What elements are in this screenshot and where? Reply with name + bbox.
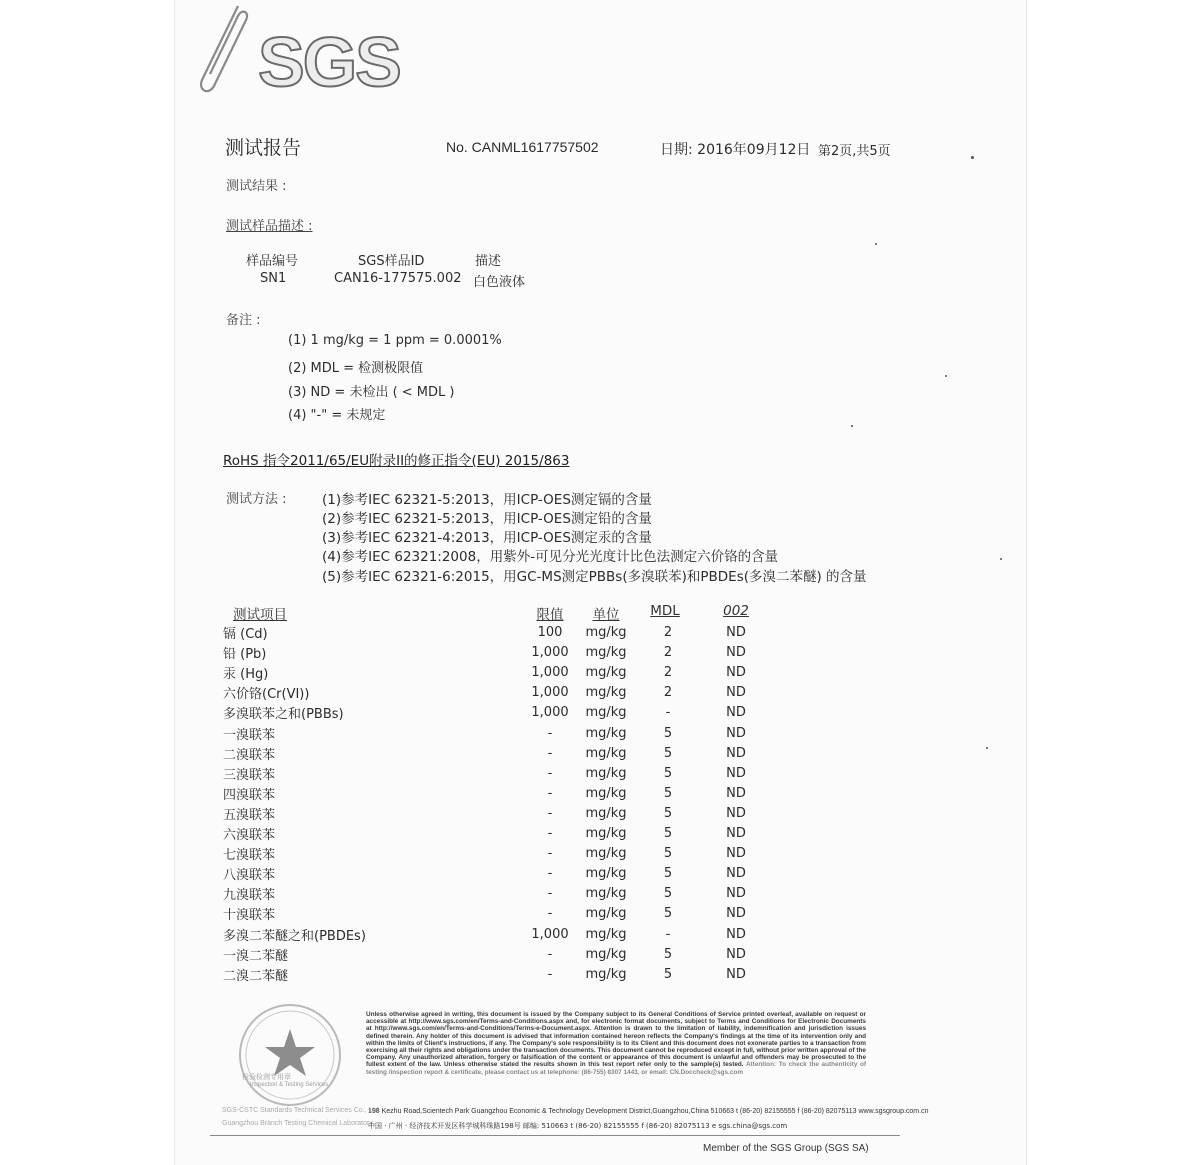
test-item: 六溴联苯 (223, 828, 276, 843)
result-value: ND (726, 625, 746, 640)
result-value: ND (726, 906, 746, 921)
test-method-label: 测试方法 : (226, 492, 287, 507)
result-value: ND (726, 886, 746, 901)
scan-speck (971, 156, 974, 159)
unit-value: mg/kg (585, 846, 627, 861)
seal-text-cn: 检验检测专用章 (242, 1073, 291, 1081)
address-en: 198 Kezhu Road,Scientech Park Guangzhou Economic & Technology Development District,Guangzhou,China 510663 t (86-20) 82155555 f (86-20) 82075113 www.sgsgroup.com.cn (368, 1108, 929, 1115)
test-item: 一溴二苯醚 (223, 949, 289, 964)
result-value: ND (726, 746, 746, 761)
note-item: (4) "-" = 未规定 (288, 408, 386, 423)
unit-header: 单位 (592, 607, 620, 623)
result-value: ND (726, 786, 746, 801)
description-header: 描述 (475, 254, 502, 269)
mdl-value: 5 (663, 806, 673, 821)
result-value: ND (726, 665, 746, 680)
unit-value: mg/kg (585, 705, 627, 720)
limit-header: 限值 (536, 607, 564, 623)
unit-value: mg/kg (585, 967, 627, 982)
limit-value: - (547, 746, 553, 761)
test-item: 八溴联苯 (223, 868, 276, 883)
mdl-value: - (665, 705, 671, 720)
scan-speck (945, 375, 947, 377)
unit-value: mg/kg (585, 786, 627, 801)
unit-value: mg/kg (585, 826, 627, 841)
limit-value: 1,000 (531, 665, 569, 680)
unit-value: mg/kg (585, 886, 627, 901)
method-item: (4)参考IEC 62321:2008，用紫外-可见分光光度计比色法测定六价铬的含量 (322, 549, 779, 565)
test-item: 五溴联苯 (223, 808, 276, 823)
sgs-logo: SGS (258, 23, 400, 101)
unit-value: mg/kg (585, 625, 627, 640)
report-date: 日期: 2016年09月12日 (660, 142, 811, 158)
test-item: 四溴联苯 (223, 788, 276, 803)
result-value: ND (726, 927, 746, 942)
limit-value: 1,000 (531, 645, 569, 660)
limit-value: - (547, 806, 553, 821)
note-item: (3) ND = 未检出 ( < MDL ) (288, 385, 455, 400)
method-item: (5)参考IEC 62321-6:2015，用GC-MS测定PBBs(多溴联苯)和PBDEs(多溴二苯醚) 的含量 (322, 569, 867, 585)
mdl-value: 2 (663, 665, 673, 680)
footer-divider (210, 1135, 900, 1136)
limit-value: - (547, 786, 553, 801)
test-item-header: 测试项目 (233, 607, 287, 623)
mdl-value: 5 (663, 906, 673, 921)
method-item: (1)参考IEC 62321-5:2013，用ICP-OES测定镉的含量 (322, 492, 652, 508)
limit-value: - (547, 947, 553, 962)
mdl-value: 2 (663, 685, 673, 700)
mdl-value: 5 (663, 726, 673, 741)
limit-value: 1,000 (531, 705, 569, 720)
address-cn: 中国 · 广州 · 经济技术开发区科学城科珠路198号 邮编: 510663 t (86-20) 82155555 f (86-20) 82075113 e sgs.china@sgs.com (368, 1122, 788, 1130)
result-002-header: 002 (723, 603, 749, 619)
test-item: 二溴联苯 (223, 748, 276, 763)
mdl-value: 5 (663, 826, 673, 841)
method-item: (2)参考IEC 62321-5:2013，用ICP-OES测定铅的含量 (322, 511, 652, 527)
unit-value: mg/kg (585, 645, 627, 660)
seal-text: Inspection & Testing Services (250, 1082, 329, 1088)
scan-speck (1000, 558, 1002, 560)
limit-value: - (547, 967, 553, 982)
sample-description-label: 测试样品描述 : (226, 219, 313, 234)
sgs-sample-id-value: CAN16-177575.002 (334, 271, 462, 286)
mdl-value: 5 (663, 947, 673, 962)
report-title: 测试报告 (225, 137, 302, 159)
unit-value: mg/kg (585, 947, 627, 962)
method-item: (3)参考IEC 62321-4:2013，用ICP-OES测定汞的含量 (322, 530, 652, 546)
sample-id-header: 样品编号 (246, 254, 299, 269)
result-value: ND (726, 766, 746, 781)
scan-speck (875, 243, 877, 245)
mdl-value: 5 (663, 866, 673, 881)
result-value: ND (726, 726, 746, 741)
result-value: ND (726, 685, 746, 700)
mdl-value: 5 (663, 967, 673, 982)
notes-label: 备注 : (226, 313, 261, 328)
disclaimer-text: Unless otherwise agreed in writing, this document is issued by the Company subject to its General Conditions of Service printed overleaf, available on request or accessible at http://www.sgs.com/en/Terms-and-Conditions.aspx and, for electronic format documents, subject to Terms and Conditions for Electronic Documents at http://www.sgs.com/en/Terms-and-Conditions/Terms-e-Document.aspx. Attention is drawn to the limitation of liability, indemnification and jurisdiction issues defined therein. Any holder of this document is advised that information contained hereon reflects the Company's findings at the time of its intervention only and within the limits of Client's instructions, if any. The Company's sole responsibility is to its Client and this document does not exonerate parties to a transaction from exercising all their rights and obligations under the transaction documents. This document cannot be reproduced except in full, without prior written approval of the Company. Any unauthorized alteration, forgery or falsification of the content or appearance of this document is unlawful and offenders may be prosecuted to the fullest extent of the law. Unless otherwise stated the results shown in this test report refer only to the sample(s) tested. (366, 1011, 866, 1069)
unit-value: mg/kg (585, 746, 627, 761)
mdl-value: 5 (663, 766, 673, 781)
legal-disclaimer (366, 1011, 866, 1076)
sample-id-value: SN1 (260, 271, 287, 286)
page-indicator: 第2页,共5页 (818, 144, 891, 159)
results-label: 测试结果 : (226, 179, 287, 194)
test-item: 六价铬(Cr(VI)) (223, 687, 310, 702)
test-item: 多溴二苯醚之和(PBDEs) (223, 929, 366, 944)
limit-value: - (547, 886, 553, 901)
test-item: 二溴二苯醚 (223, 969, 289, 984)
note-item: (1) 1 mg/kg = 1 ppm = 0.0001% (288, 333, 502, 348)
limit-value: - (547, 866, 553, 881)
scan-speck (986, 747, 988, 749)
mdl-value: 2 (663, 625, 673, 640)
mdl-value: - (665, 927, 671, 942)
limit-value: - (547, 906, 553, 921)
result-value: ND (726, 846, 746, 861)
company-seal (212, 1003, 362, 1123)
result-value: ND (726, 947, 746, 962)
test-item: 三溴联苯 (223, 768, 276, 783)
limit-value: - (547, 826, 553, 841)
test-item: 镉 (Cd) (223, 627, 268, 642)
mdl-value: 5 (663, 886, 673, 901)
unit-value: mg/kg (585, 806, 627, 821)
regulation-heading: RoHS 指令2011/65/EU附录II的修正指令(EU) 2015/863 (223, 453, 570, 469)
result-value: ND (726, 826, 746, 841)
sgs-group-membership: Member of the SGS Group (SGS SA) (703, 1143, 869, 1154)
company-name-en: SGS-CSTC Standards Technical Services Co., Ltd. (222, 1107, 381, 1114)
result-value: ND (726, 645, 746, 660)
test-item: 九溴联苯 (223, 888, 276, 903)
limit-value: - (547, 846, 553, 861)
result-value: ND (726, 806, 746, 821)
unit-value: mg/kg (585, 766, 627, 781)
result-value: ND (726, 967, 746, 982)
mdl-value: 2 (663, 645, 673, 660)
limit-value: - (547, 766, 553, 781)
authenticity-note: Attention: To check the authenticity of testing /inspection report & certificate, please contact us at telephone: (86-755) 8307 1443, or email: CN.Doccheck@sgs.com (366, 1061, 866, 1076)
unit-value: mg/kg (585, 927, 627, 942)
mdl-value: 5 (663, 786, 673, 801)
unit-value: mg/kg (585, 906, 627, 921)
note-item: (2) MDL = 检测极限值 (288, 361, 424, 376)
test-item: 十溴联苯 (223, 908, 276, 923)
limit-value: 1,000 (531, 927, 569, 942)
branch-name-en: Guangzhou Branch Testing Chemical Laboratory (222, 1120, 373, 1127)
limit-value: - (547, 726, 553, 741)
mdl-value: 5 (663, 746, 673, 761)
mdl-value: 5 (663, 846, 673, 861)
result-value: ND (726, 866, 746, 881)
test-item: 铅 (Pb) (223, 647, 267, 662)
paper-clip-icon (188, 2, 258, 106)
test-item: 多溴联苯之和(PBBs) (223, 707, 344, 722)
result-value: ND (726, 705, 746, 720)
mdl-header: MDL (650, 603, 680, 619)
sgs-sample-id-header: SGS样品ID (358, 254, 425, 269)
unit-value: mg/kg (585, 665, 627, 680)
description-value: 白色液体 (473, 275, 526, 290)
limit-value: 1,000 (531, 685, 569, 700)
unit-value: mg/kg (585, 685, 627, 700)
test-item: 一溴联苯 (223, 728, 276, 743)
unit-value: mg/kg (585, 866, 627, 881)
unit-value: mg/kg (585, 726, 627, 741)
report-number: No. CANML1617757502 (446, 139, 599, 155)
limit-value: 100 (537, 625, 563, 640)
scan-speck (851, 425, 853, 427)
test-item: 汞 (Hg) (223, 667, 269, 682)
test-item: 七溴联苯 (223, 848, 276, 863)
